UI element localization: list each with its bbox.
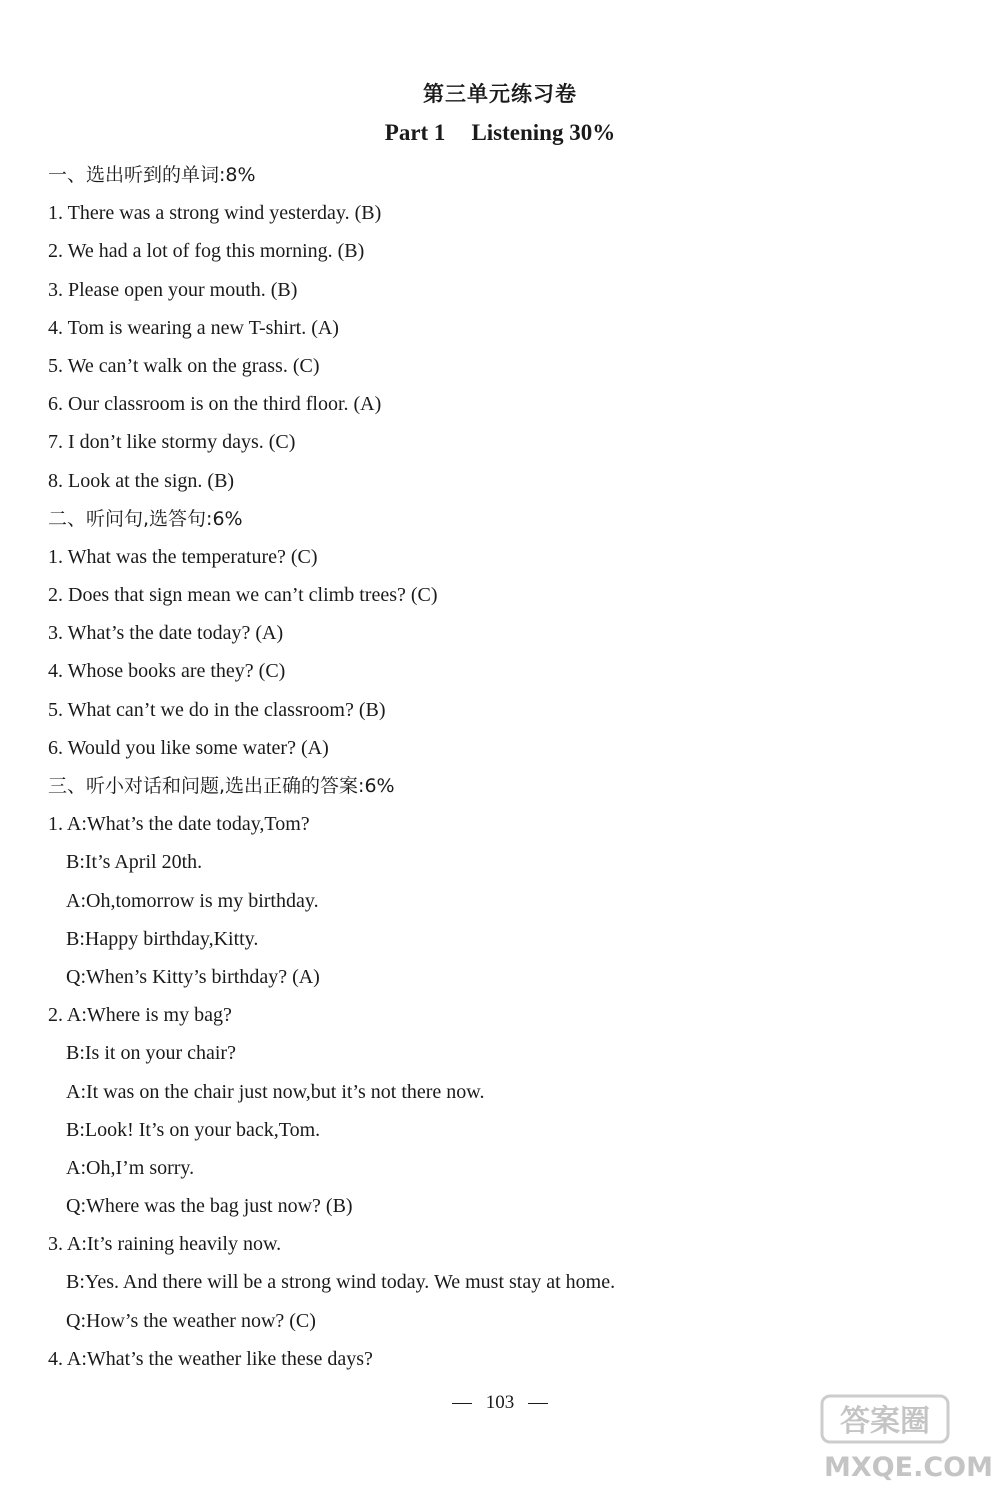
answer-line: B:Happy birthday,Kitty. xyxy=(66,927,259,950)
part-name: Listening 30% xyxy=(471,120,616,145)
answer-line: A:Oh,tomorrow is my birthday. xyxy=(66,889,319,912)
page-title: 第三单元练习卷 xyxy=(423,82,577,106)
answer-line: 1. There was a strong wind yesterday. (B) xyxy=(48,202,382,225)
answer-line: B:Yes. And there will be a strong wind today. We must stay at home. xyxy=(66,1271,616,1294)
answer-line: B:Is it on your chair? xyxy=(66,1042,236,1065)
answer-line: Q:How’s the weather now? (C) xyxy=(66,1309,316,1332)
section-heading: 一、选出听到的单词:8% xyxy=(48,164,256,186)
answer-line: 1. What was the temperature? (C) xyxy=(48,545,318,568)
answer-line: B:It’s April 20th. xyxy=(66,851,203,874)
answer-line: 7. I don’t like stormy days. (C) xyxy=(48,431,296,454)
answer-line: 3. Please open your mouth. (B) xyxy=(48,278,298,301)
answer-line: 6. Would you like some water? (A) xyxy=(48,736,329,759)
answer-line: A:It was on the chair just now,but it’s not there now. xyxy=(66,1080,485,1103)
answer-line: 2. We had a lot of fog this morning. (B) xyxy=(48,240,365,263)
page-number: 103 xyxy=(485,1392,515,1413)
answer-line: 3. What’s the date today? (A) xyxy=(48,622,284,645)
answer-line: A:Oh,I’m sorry. xyxy=(66,1156,195,1179)
section-heading: 三、听小对话和问题,选出正确的答案:6% xyxy=(48,775,395,797)
answer-line: 6. Our classroom is on the third floor. (A) xyxy=(48,393,382,416)
answer-line: B:Look! It’s on your back,Tom. xyxy=(66,1118,321,1141)
watermark-logo xyxy=(818,1394,998,1484)
part-label: Part 1 xyxy=(384,120,446,145)
answer-line: Q:Where was the bag just now? (B) xyxy=(66,1195,353,1218)
section-heading: 二、听问句,选答句:6% xyxy=(48,507,243,530)
answer-line: 4. A:What’s the weather like these days? xyxy=(48,1347,373,1370)
part-heading xyxy=(0,120,1000,146)
answer-line: 5. What can’t we do in the classroom? (B) xyxy=(48,698,386,721)
answer-line: 5. We can’t walk on the grass. (C) xyxy=(48,354,320,377)
answer-line: 4. Whose books are they? (C) xyxy=(48,660,286,683)
answer-line: 2. Does that sign mean we can’t climb trees? (C) xyxy=(48,584,438,607)
answer-line: 4. Tom is wearing a new T-shirt. (A) xyxy=(48,316,339,339)
answer-line: Q:When’s Kitty’s birthday? (A) xyxy=(66,965,320,988)
answer-line: 1. A:What’s the date today,Tom? xyxy=(48,813,310,836)
answer-list xyxy=(48,156,948,1378)
watermark-bottom-text: MXQE.COM xyxy=(824,1452,993,1483)
answer-line: 2. A:Where is my bag? xyxy=(48,1004,232,1027)
answer-line: 8. Look at the sign. (B) xyxy=(48,469,235,492)
answer-line: 3. A:It’s raining heavily now. xyxy=(48,1233,282,1256)
watermark-top-text: 答案圈 xyxy=(840,1404,930,1439)
